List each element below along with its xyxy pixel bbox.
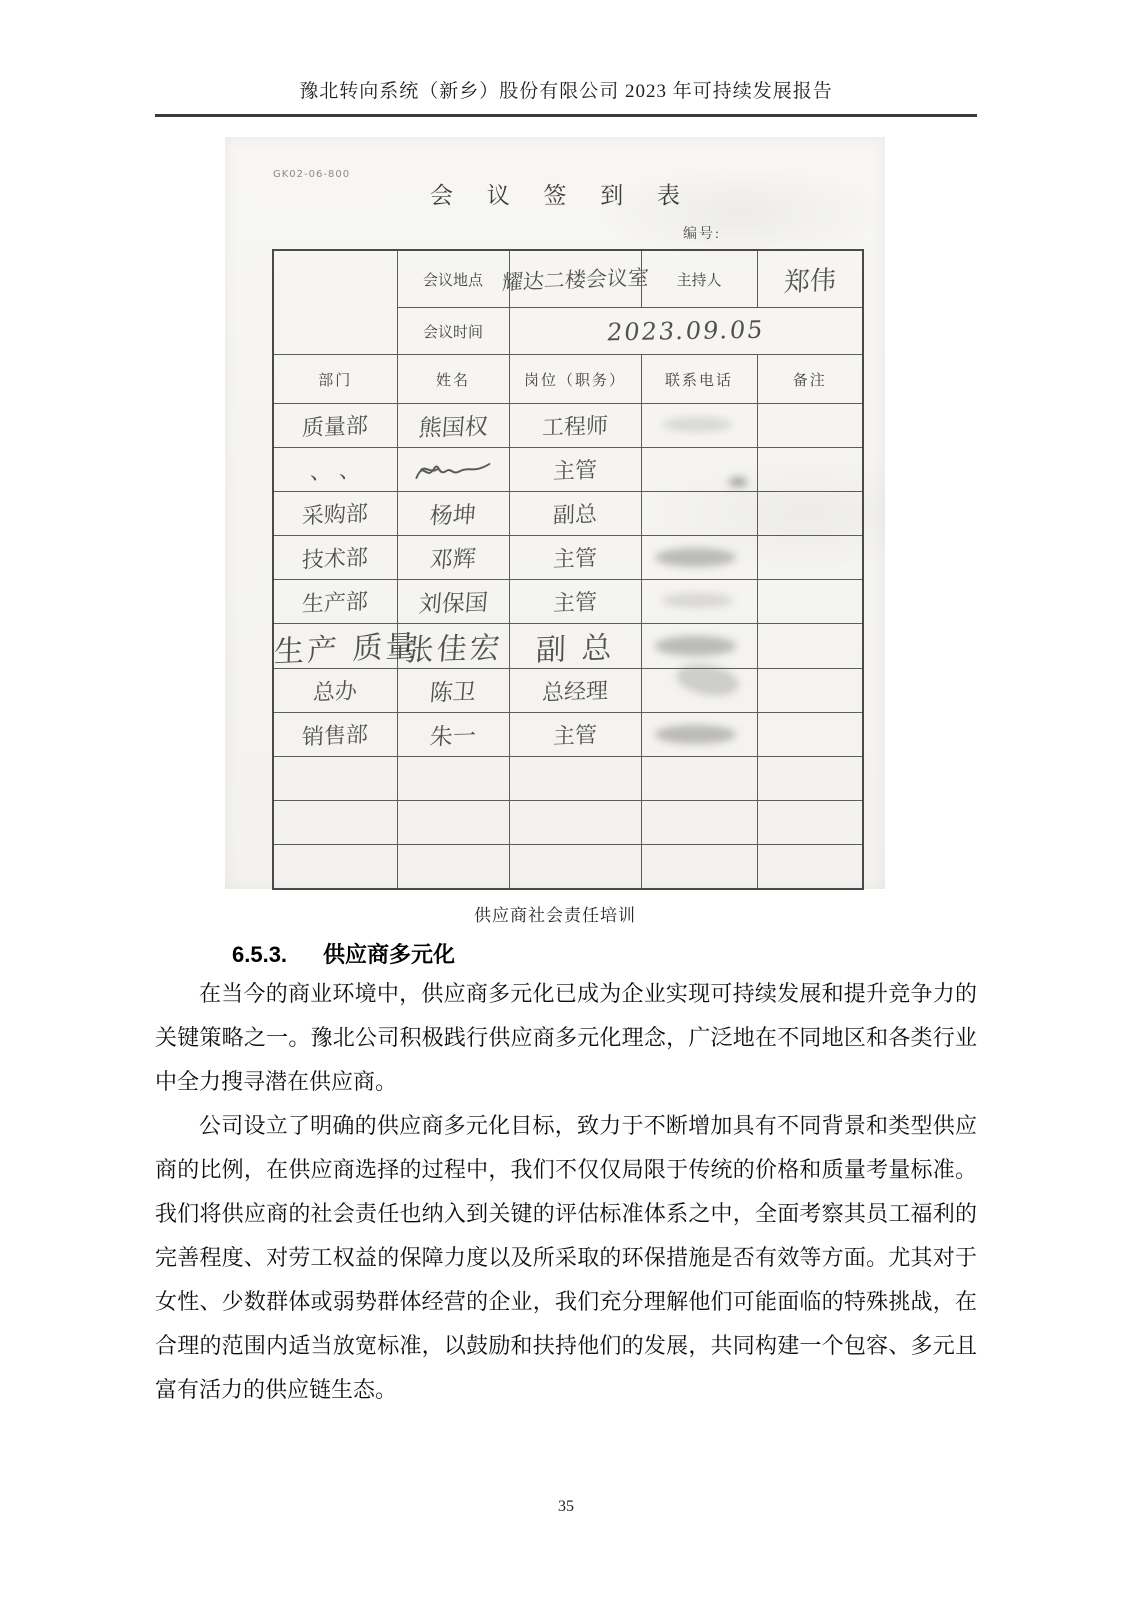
remark-cell [757,448,863,492]
position-cell [509,757,641,801]
ink-smudge [729,477,747,486]
section-number: 6.5.3. [232,942,288,967]
table-row [273,492,863,536]
time-value-cell [509,308,863,355]
phone-cell [641,536,757,580]
handwritten-name: 熊国权 [417,414,489,442]
name-cell [397,713,509,757]
signin-table [272,249,864,890]
column-header: 部门 [273,355,397,404]
remark-cell [757,624,863,669]
handwritten-dept: 、 、 [309,457,362,486]
phone-cell [641,580,757,624]
page-number: 35 [558,1498,574,1515]
table-row [273,845,863,890]
handwritten-position: 副总 [552,502,598,529]
phone-cell [641,448,757,492]
table-row [273,448,863,492]
table-row [273,580,863,624]
signin-sheet-title: 会 议 签 到 表 [430,183,694,208]
position-cell [509,801,641,845]
handwritten-dept: 总办 [312,679,358,706]
table-row [273,713,863,757]
table-row [273,624,863,669]
figure-caption: 供应商社会责任培训 [474,906,636,925]
time-label-cell: 会议时间 [397,308,509,355]
handwritten-position: 总经理 [541,678,609,707]
phone-cell [641,669,757,713]
remark-cell [757,713,863,757]
handwritten-name: 张佳宏 [401,630,504,669]
dept-cell [273,801,397,845]
handwritten-name: 朱一 [428,723,477,751]
handwritten-dept: 质量部 [301,413,369,442]
dept-cell [273,669,397,713]
illegible-signature-scribble [410,456,496,484]
column-header: 联系电话 [641,355,757,404]
host-label-cell: 主持人 [641,250,757,308]
handwritten-position: 主管 [552,458,598,485]
dept-cell [273,448,397,492]
remark-cell [757,845,863,890]
form-code: GK02-06-800 [273,169,351,180]
handwritten-dept: 生产 质量 [273,628,419,671]
position-cell [509,580,641,624]
handwritten-dept: 销售部 [301,722,369,751]
handwritten-time: 2023.09.05 [605,315,767,347]
remark-cell [757,492,863,536]
name-cell [397,536,509,580]
table-row [273,404,863,448]
handwritten-position: 主管 [552,590,598,617]
section-heading [232,938,455,969]
phone-cell [641,801,757,845]
paragraph: 在当今的商业环境中，供应商多元化已成为企业实现可持续发展和提升竞争力的关键策略之一。豫北公司积极践行供应商多元化理念，广泛地在不同地区和各类行业中全力搜寻潜在供应商。 [155,981,977,1094]
remark-cell [757,404,863,448]
column-header: 姓名 [397,355,509,404]
dept-cell [273,580,397,624]
remark-cell [757,580,863,624]
handwritten-dept: 采购部 [301,501,369,530]
handwritten-position: 主管 [552,546,598,573]
position-cell [509,713,641,757]
ink-smudge [655,636,736,655]
name-cell [397,492,509,536]
remark-cell [757,669,863,713]
name-cell [397,757,509,801]
handwritten-position: 工程师 [541,413,609,442]
page-header: 豫北转向系统（新乡）股份有限公司 2023 年可持续发展报告 [299,81,833,102]
corner-cell [273,250,397,355]
handwritten-name [410,455,496,484]
handwritten-name: 陈卫 [428,679,477,707]
handwritten-dept: 技术部 [301,545,369,574]
position-cell [509,492,641,536]
dept-cell [273,536,397,580]
position-cell [509,404,641,448]
position-cell [509,624,641,669]
handwritten-location: 耀达二楼会议室 [500,265,650,295]
name-cell [397,801,509,845]
phone-cell [641,492,757,536]
remark-cell [757,536,863,580]
meta-row-location [273,250,863,308]
ink-smudge [662,417,733,432]
handwritten-position: 主管 [552,723,598,750]
position-cell [509,669,641,713]
phone-cell [641,845,757,890]
table-row [273,801,863,845]
number-label: 编号: [683,227,721,242]
table-row [273,536,863,580]
location-value-cell [500,250,650,308]
name-cell [397,448,509,492]
section-title: 供应商多元化 [323,942,456,967]
position-cell [509,448,641,492]
handwritten-position: 副 总 [535,630,615,669]
host-value-cell [757,250,863,308]
body-text [155,972,977,1412]
dept-cell [273,404,397,448]
name-cell [397,404,509,448]
column-header: 备注 [757,355,863,404]
name-cell [397,845,509,890]
dept-cell [273,624,419,671]
remark-cell [757,757,863,801]
phone-cell [641,404,757,448]
ink-smudge [662,593,733,608]
paragraph: 公司设立了明确的供应商多元化目标，致力于不断增加具有不同背景和类型供应商的比例，在供应商选择的过程中，我们不仅仅局限于传统的价格和质量考量标准。我们将供应商的社会责任也纳入到关键的评估标准体系之中，全面考察其员工福利的完善程度、对劳工权益的保障力度以及所采取的环保措施是否有效等方面。尤其对于女性、少数群体或弱势群体经营的企业，我们充分理解他们可能面临的特殊挑战，在合理的范围内适当放宽标准，以鼓励和扶持他们的发展，共同构建一个包容、多元且富有活力的供应链生态。 [155,1113,977,1402]
name-cell [397,580,509,624]
handwritten-host: 郑伟 [783,265,837,298]
scanned-signin-sheet [225,137,885,889]
name-cell [397,624,509,669]
phone-cell [641,713,757,757]
column-header-row [273,355,863,404]
phone-cell [641,624,757,669]
handwritten-dept: 生产部 [301,589,369,618]
remark-cell [757,801,863,845]
dept-cell [273,713,397,757]
handwritten-name: 邓辉 [428,546,477,574]
dept-cell [273,845,397,890]
position-cell [509,536,641,580]
header-rule [155,114,977,117]
table-row [273,757,863,801]
location-label-cell: 会议地点 [397,250,509,308]
table-row [273,669,863,713]
dept-cell [273,492,397,536]
ink-smudge [655,548,736,567]
name-cell [397,669,509,713]
dept-cell [273,757,397,801]
handwritten-name: 杨坤 [428,502,477,530]
handwritten-name: 刘保国 [417,590,489,618]
ink-smudge [655,725,736,744]
column-header: 岗位（职务） [509,355,641,404]
phone-cell [641,757,757,801]
position-cell [509,845,641,890]
